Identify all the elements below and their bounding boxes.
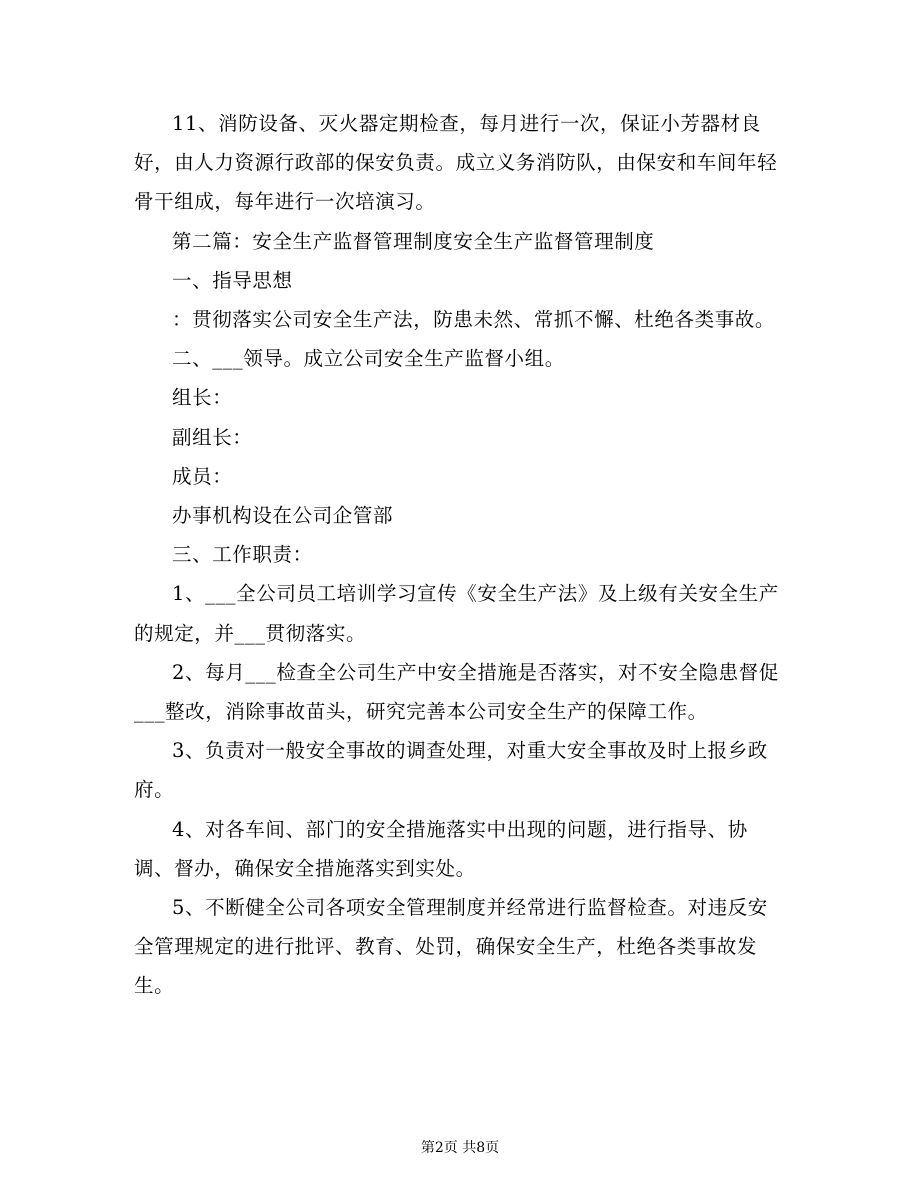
paragraph-duty-4: 4、对各车间、部门的安全措施落实中出现的问题，进行指导、协调、督办，确保安全措施落实到实处。 — [134, 817, 748, 880]
paragraph-section-guiding-thought: 一、指导思想 — [172, 268, 293, 292]
paragraph-guiding-thought-body: ：贯彻落实公司安全生产法，防患未然、常抓不懈、杜绝各类事故。 — [172, 308, 776, 332]
paragraph-section-leadership: 二、___领导。成立公司安全生产监督小组。 — [172, 347, 565, 371]
paragraph-duty-5: 5、不断健全公司各项安全管理制度并经常进行监督检查。对违反安全管理规定的进行批评、教育、处罚，确保安全生产，杜绝各类事故发生。 — [134, 896, 768, 998]
paragraph-group-leader: 组长： — [172, 386, 233, 410]
page-footer — [0, 1139, 920, 1157]
paragraph-members: 成员： — [172, 464, 233, 488]
paragraph-duty-2: 2、每月___检查全公司生产中安全措施是否落实，对不安全隐患督促___整改，消除事故苗头，研究完善本公司安全生产的保障工作。 — [134, 660, 779, 724]
paragraph-office-location: 办事机构设在公司企管部 — [172, 504, 394, 528]
paragraph-section-duties: 三、工作职责： — [172, 543, 313, 567]
paragraph-duty-3: 3、负责对一般安全事故的调查处理，对重大安全事故及时上报乡政府。 — [134, 739, 768, 802]
paragraph-fire-equipment: 11、消防设备、灭火器定期检查，每月进行一次，保证小芳器材良好，由人力资源行政部的保安负责。成立义务消防队，由保安和车间年轻骨干组成，每年进行一次培演习。 — [134, 112, 778, 214]
document-body — [134, 104, 786, 1006]
paragraph-deputy-leader: 副组长： — [172, 425, 253, 449]
page-number-label: 第2页 共8页 — [420, 1140, 500, 1156]
paragraph-chapter-two-title: 第二篇：安全生产监督管理制度安全生产监督管理制度 — [172, 229, 655, 253]
paragraph-duty-1: 1、___全公司员工培训学习宣传《安全生产法》及上级有关安全生产的规定，并___贯彻落实。 — [134, 582, 779, 645]
